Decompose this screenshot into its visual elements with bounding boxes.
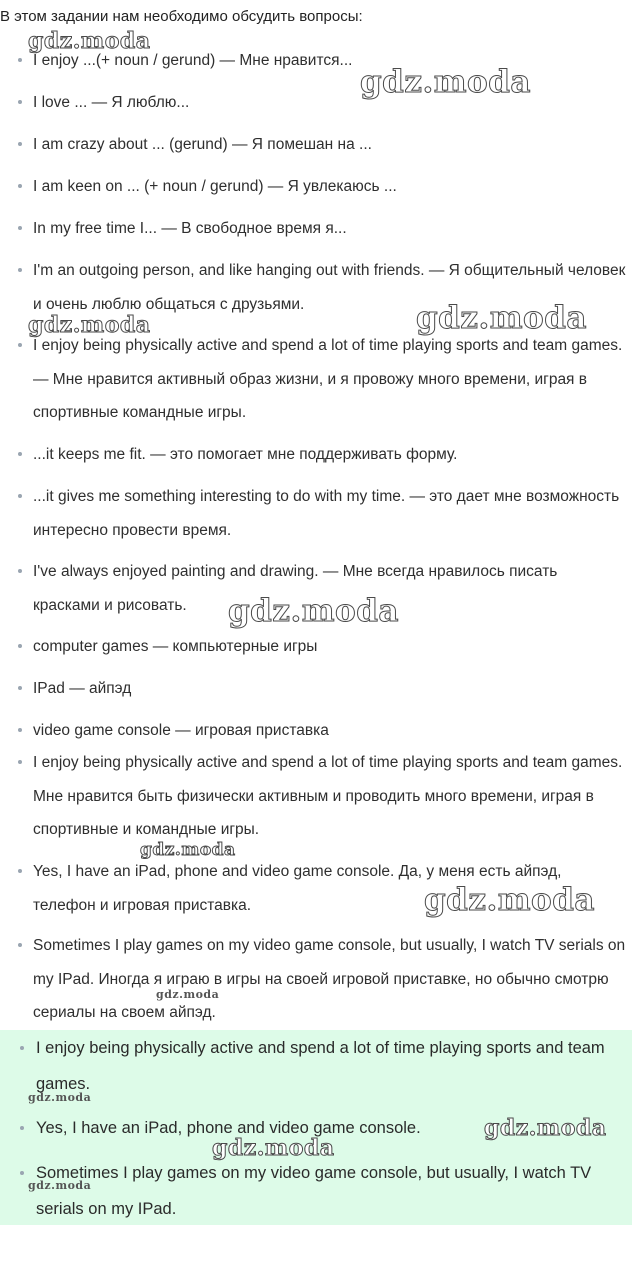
list-item: Yes, I have an iPad, phone and video game console. Да, у меня есть айпэд, телефон и игровая приставка. (33, 855, 626, 922)
answer-item: Sometimes I play games on my video game console, but usually, I watch TV serials on my IPad. (36, 1155, 624, 1227)
intro-text: В этом задании нам необходимо обсудить вопросы: (0, 8, 363, 25)
watermark-logo: gdz.moda (212, 1135, 335, 1161)
answer-item: Yes, I have an iPad, phone and video game console. (36, 1110, 624, 1146)
watermark-logo: gdz.moda (28, 1091, 92, 1104)
watermark-logo: gdz.moda (28, 312, 151, 338)
list-item: I am crazy about ... (gerund) — Я помешан на ... (33, 128, 626, 162)
list-item: I enjoy being physically active and spend a lot of time playing sports and team games. — Мне нравится активный образ жизни, и я провожу много времени, играя в спортивные командные игры. (33, 329, 626, 430)
list-item: ...it keeps me fit. — это помогает мне поддерживать форму. (33, 438, 626, 472)
watermark-logo: gdz.moda (228, 593, 399, 629)
list-item: I am keen on ... (+ noun / gerund) — Я увлекаюсь ... (33, 170, 626, 204)
list-item: I enjoy being physically active and spend a lot of time playing sports and team games. Мне нравится быть физически активным и проводить много времени, играя в спортивные и командные игры. (33, 746, 626, 847)
watermark-logo: gdz.moda (360, 64, 531, 100)
watermark-logo: gdz.moda (28, 28, 151, 54)
list-item: I'm an outgoing person, and like hanging out with friends. — Я общительный человек и очень люблю общаться с друзьями. (33, 254, 626, 321)
list-item: In my free time I... — В свободное время я... (33, 212, 626, 246)
answer-item: I enjoy being physically active and spend a lot of time playing sports and team games. (36, 1030, 624, 1102)
list-item: ...it gives me something interesting to do with my time. — это дает мне возможность интересно провести время. (33, 480, 626, 547)
watermark-logo: gdz.moda (484, 1115, 607, 1141)
list-item: I love ... — Я люблю... (33, 86, 626, 120)
list-item: Sometimes I play games on my video game console, but usually, I watch TV serials on my IPad. Иногда я играю в игры на своей игровой приставке, но обычно смотрю сериалы на своем айпэд. (33, 929, 626, 1030)
watermark-logo: gdz.moda (424, 882, 595, 918)
watermark-logo: gdz.moda (28, 1179, 92, 1192)
list-item: I enjoy ...(+ noun / gerund) — Мне нравится... (33, 44, 626, 78)
list-item: IPad — айпэд (33, 672, 626, 706)
list-item: video game console — игровая приставка (33, 714, 626, 748)
list-item: I've always enjoyed painting and drawing. — Мне всегда нравилось писать красками и рисовать. (33, 555, 626, 622)
watermark-logo: gdz.moda (156, 988, 220, 1001)
watermark-logo: gdz.moda (416, 300, 587, 336)
watermark-logo: gdz.moda (140, 840, 236, 860)
list-item: computer games — компьютерные игры (33, 630, 626, 664)
answer-highlight-box (0, 1030, 632, 1225)
